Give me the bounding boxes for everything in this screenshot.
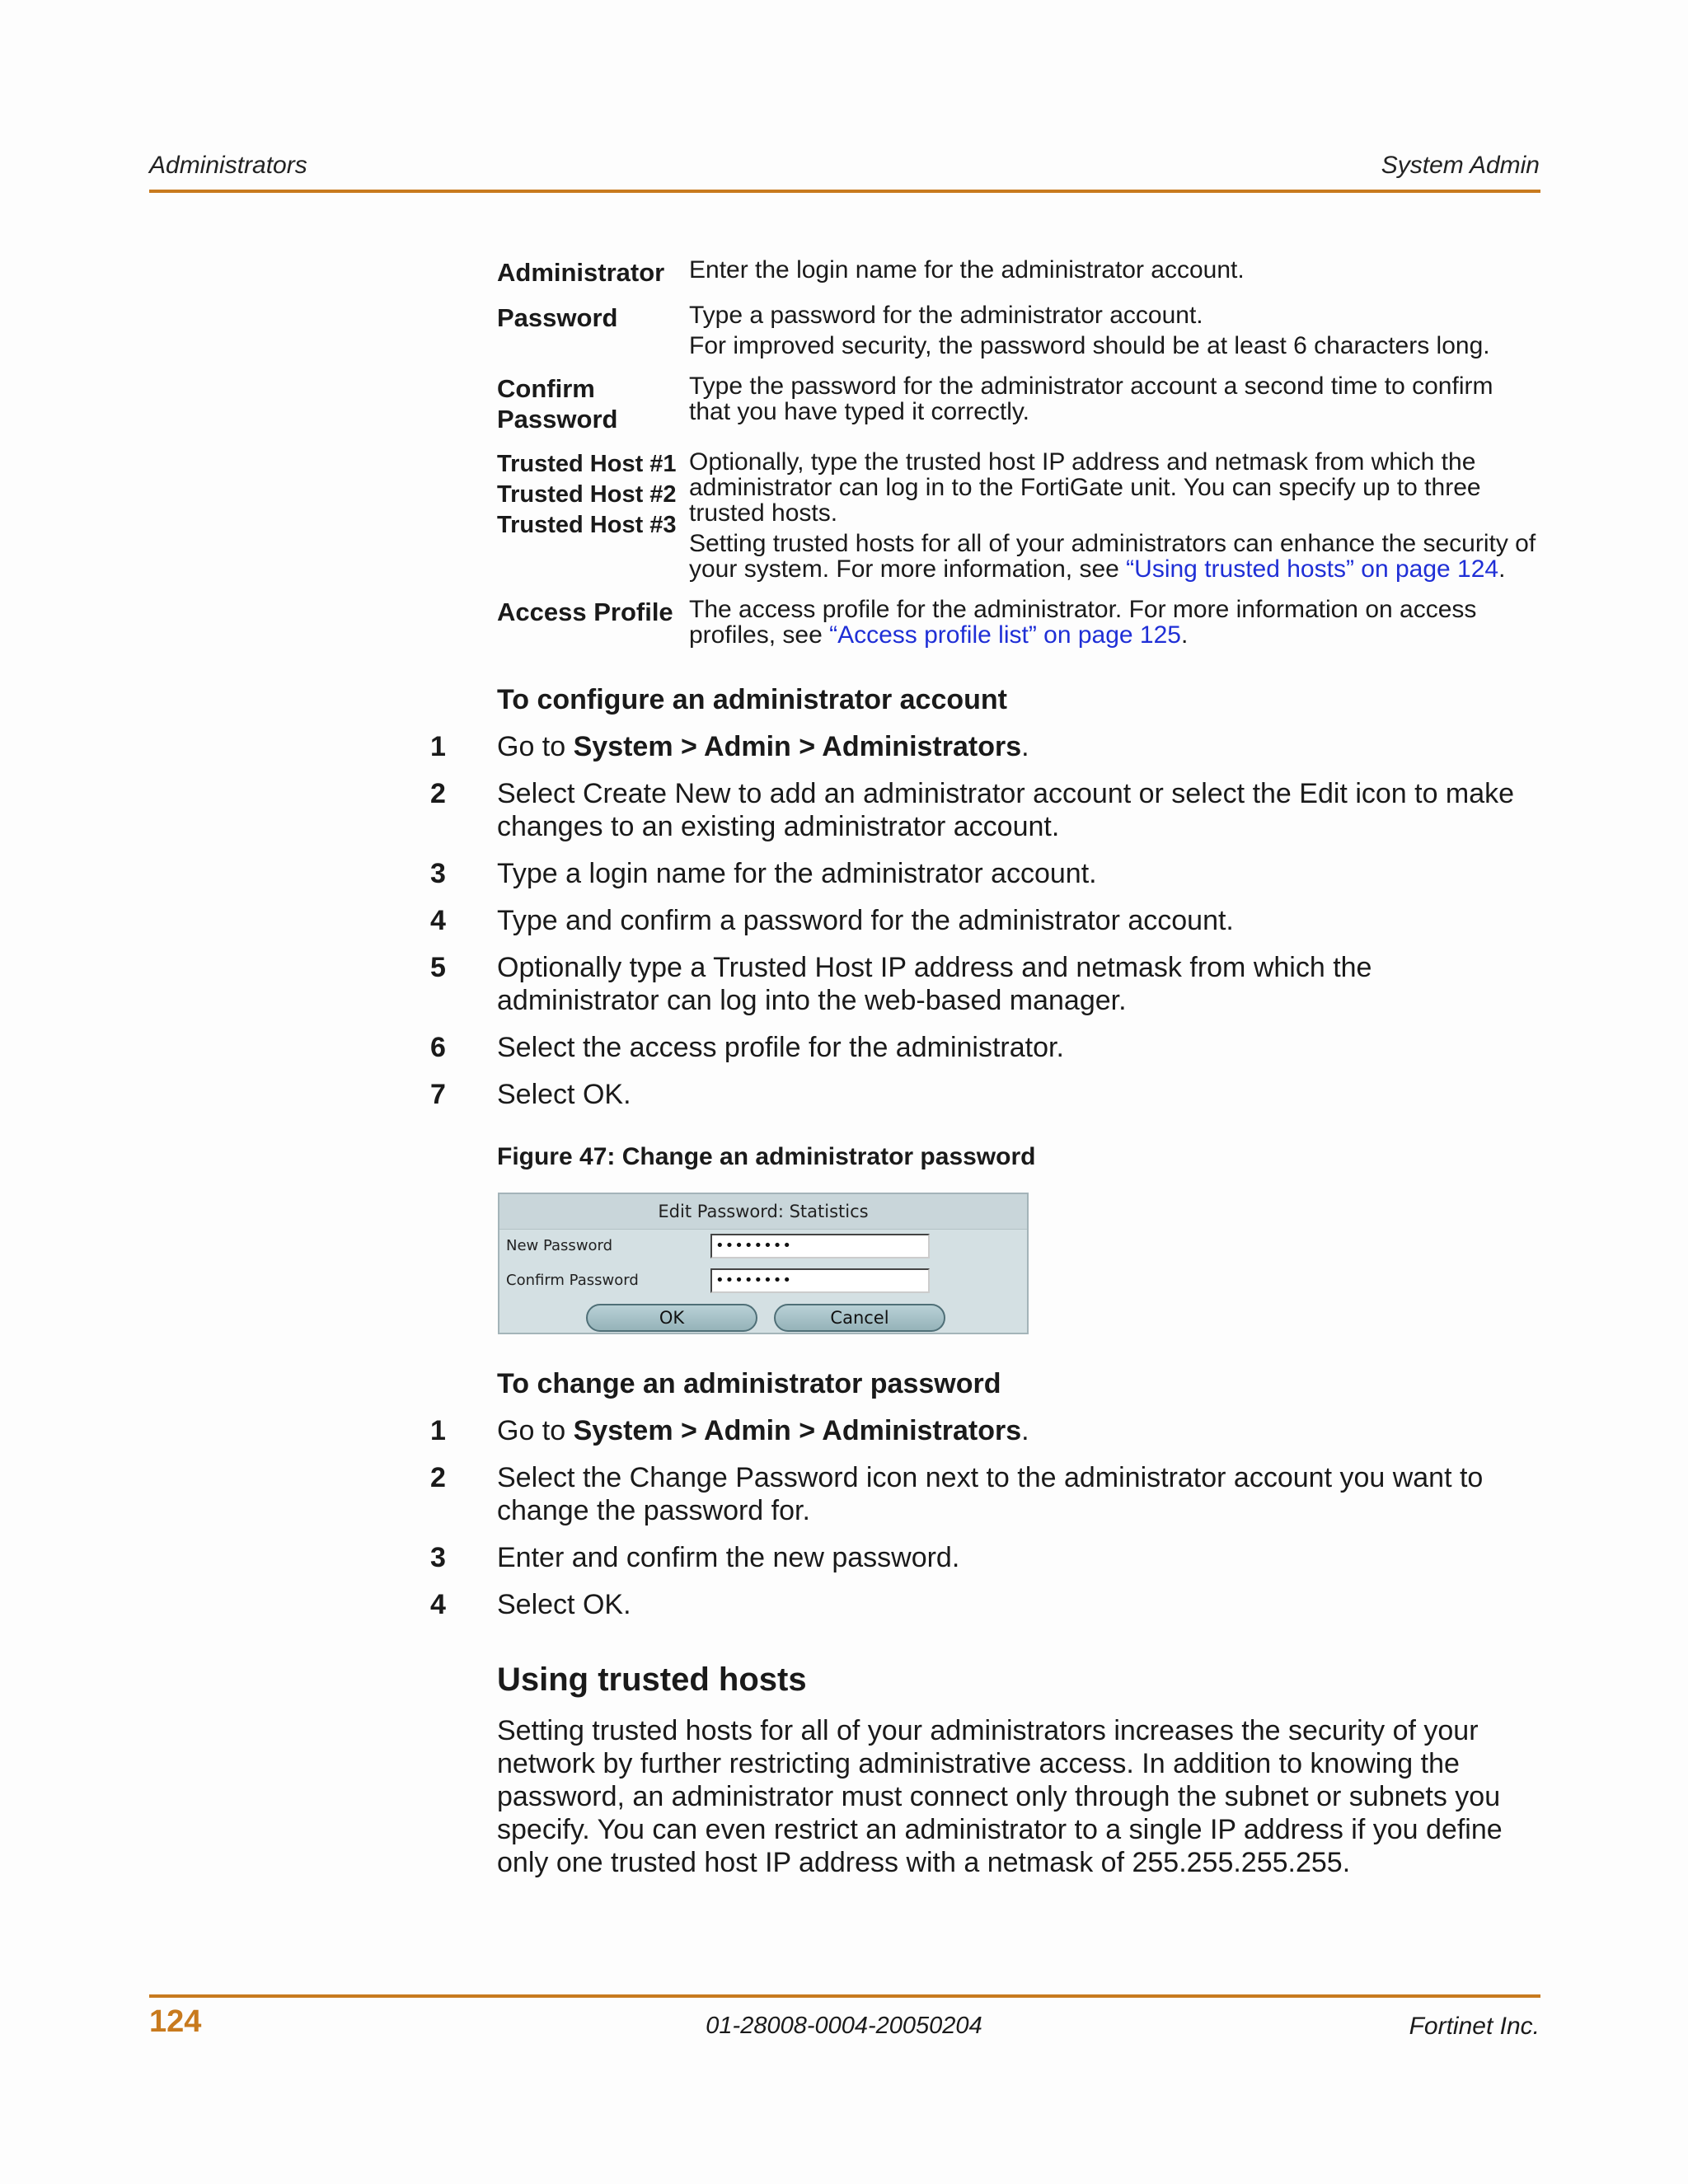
cross-reference-link[interactable]: “Access profile list” on page 125 (829, 621, 1181, 649)
field-term: Trusted Host #1 Trusted Host #2 Trusted Host #3 (497, 451, 677, 538)
page-number: 124 (149, 2004, 202, 2039)
new-password-field[interactable]: •••••••• (710, 1234, 930, 1258)
procedure-steps (430, 1414, 1540, 1635)
figure-caption: Figure 47: Change an administrator password (497, 1143, 1036, 1170)
field-row-confirm-password (497, 373, 1540, 434)
edit-password-dialog (498, 1193, 1029, 1334)
field-term: Confirm Password (497, 374, 618, 434)
procedure-step: 5 Optionally type a Trusted Host IP address and netmask from which the administrator can log into the web-based manager. (430, 952, 1372, 1016)
procedure-step: 4 Type and confirm a password for the administrator account. (430, 905, 1234, 936)
confirm-password-field[interactable]: •••••••• (710, 1268, 930, 1293)
procedure-step: 2 Select Create New to add an administrator account or select the Edit icon to make changes to an existing administrator account. (430, 778, 1515, 842)
running-header-section: Administrators (149, 152, 307, 179)
section-paragraph: Setting trusted hosts for all of your administrators increases the security of your network by further restricting administrative access. In addition to knowing the password, an administrator must connect only through the subnet or subnets you specify. You can even restrict an administrator to a single IP address if you define only one trusted host IP address with a netmask of 255.255.255.255. (497, 1715, 1503, 1878)
field-row-password (497, 302, 1540, 359)
procedure-step: 7 Select OK. (430, 1079, 631, 1110)
field-description: Type the password for the administrator account a second time to confirm that you have typed it correctly. (689, 373, 1493, 425)
procedure-step: 6 Select the access profile for the administrator. (430, 1032, 1064, 1063)
procedure-step: 3 Enter and confirm the new password. (430, 1542, 960, 1573)
procedure-steps (430, 730, 1540, 1125)
procedure-step: 4 Select OK. (430, 1589, 631, 1620)
new-password-label: New Password (506, 1237, 613, 1254)
field-row-access-profile (497, 597, 1540, 648)
company-name: Fortinet Inc. (1409, 2013, 1540, 2040)
field-term: Administrator (497, 258, 665, 287)
field-row-administrator (497, 257, 1540, 288)
document-id: 01-28008-0004-20050204 (706, 2013, 982, 2039)
procedure-step: 2 Select the Change Password icon next to the administrator account you want to change the password for. (430, 1462, 1484, 1526)
footer-rule (149, 1994, 1540, 1998)
field-description: Type a password for the administrator account. For improved security, the password should be at least 6 characters long. (689, 302, 1490, 359)
field-row-trusted-hosts (497, 449, 1540, 582)
procedure-step: 1 Go to System > Admin > Administrators. (430, 731, 1029, 762)
dialog-title: Edit Password: Statistics (499, 1194, 1027, 1230)
field-description: The access profile for the administrator. For more information on access profiles, see “Access profile list” on page 125. (689, 596, 1477, 649)
field-description: Enter the login name for the administrator account. (689, 256, 1245, 284)
field-term: Password (497, 303, 618, 332)
procedure-title: To configure an administrator account (497, 684, 1007, 715)
ok-button[interactable]: OK (586, 1304, 757, 1332)
procedure-title: To change an administrator password (497, 1368, 1001, 1399)
cross-reference-link[interactable]: “Using trusted hosts” on page 124 (1126, 555, 1499, 583)
procedure-step: 3 Type a login name for the administrator account. (430, 858, 1097, 889)
field-description: Optionally, type the trusted host IP address and netmask from which the administrator can log in to the FortiGate unit. You can specify up to three trusted hosts. Setting trusted hosts for all of your administrators can enhance the security of your system. For more information, see “Using trusted hosts” on page 124. (689, 448, 1536, 583)
field-term: Access Profile (497, 598, 673, 626)
procedure-step: 1 Go to System > Admin > Administrators. (430, 1415, 1029, 1446)
field-definition-table (497, 257, 1540, 663)
section-heading: Using trusted hosts (497, 1661, 807, 1698)
confirm-password-label: Confirm Password (506, 1272, 639, 1289)
header-rule (149, 190, 1540, 193)
cancel-button[interactable]: Cancel (774, 1304, 945, 1332)
running-header-chapter: System Admin (1381, 152, 1540, 179)
